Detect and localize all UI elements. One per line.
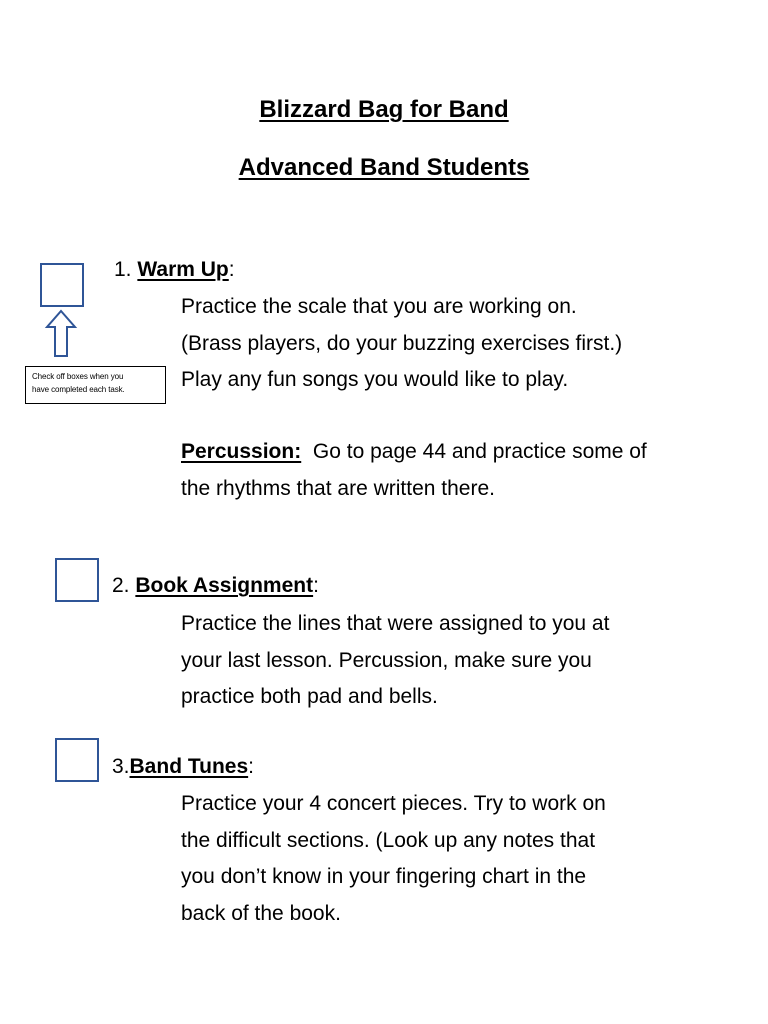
percussion-line-2: the rhythms that are written there. [181, 476, 495, 500]
note-line-1: Check off boxes when you [32, 372, 124, 381]
section-number: 3. [112, 755, 130, 778]
text-line: Practice the scale that you are working on. [181, 295, 577, 318]
section-label: Book Assignment [135, 574, 314, 597]
note-line-2: have completed each task. [32, 385, 125, 394]
text-line [181, 434, 741, 471]
percussion-label: Percussion: [181, 440, 302, 463]
book-assignment-text [181, 606, 741, 716]
text-line: Practice the lines that were assigned to you at [181, 612, 610, 635]
text-line: practice both pad and bells. [181, 685, 438, 708]
document-subtitle: Advanced Band Students [238, 154, 530, 181]
text-line: your last lesson. Percussion, make sure you [181, 648, 592, 672]
section-heading-warm-up [114, 258, 235, 282]
section-colon: : [313, 574, 319, 597]
text-line: the difficult sections. (Look up any notes that [181, 828, 596, 852]
section-number: 2. [112, 574, 130, 597]
section-label: Warm Up [137, 258, 229, 281]
section-number: 1. [114, 258, 132, 281]
band-tunes-text [181, 786, 741, 932]
instruction-note [25, 366, 166, 404]
section-colon: : [228, 258, 235, 281]
section-colon: : [248, 755, 254, 778]
text-line: back of the book. [181, 901, 341, 925]
warm-up-text [181, 289, 741, 399]
section-heading-book-assignment [112, 574, 319, 598]
arrow-up-icon [44, 309, 78, 359]
checkbox-book-assignment[interactable] [55, 558, 99, 602]
text-line: you don’t know in your fingering chart in the [181, 865, 587, 888]
section-heading-band-tunes [112, 755, 254, 779]
percussion-text [181, 434, 741, 507]
section-label: Band Tunes [129, 755, 249, 778]
checkbox-warm-up[interactable] [40, 263, 84, 307]
percussion-line-1: Go to page 44 and practice some of [312, 440, 647, 463]
text-line: Play any fun songs you would like to play. [181, 368, 569, 391]
text-line: (Brass players, do your buzzing exercises first.) [181, 331, 623, 355]
document-title: Blizzard Bag for Band [259, 96, 509, 123]
text-line: Practice your 4 concert pieces. Try to work on [181, 792, 606, 815]
checkbox-band-tunes[interactable] [55, 738, 99, 782]
